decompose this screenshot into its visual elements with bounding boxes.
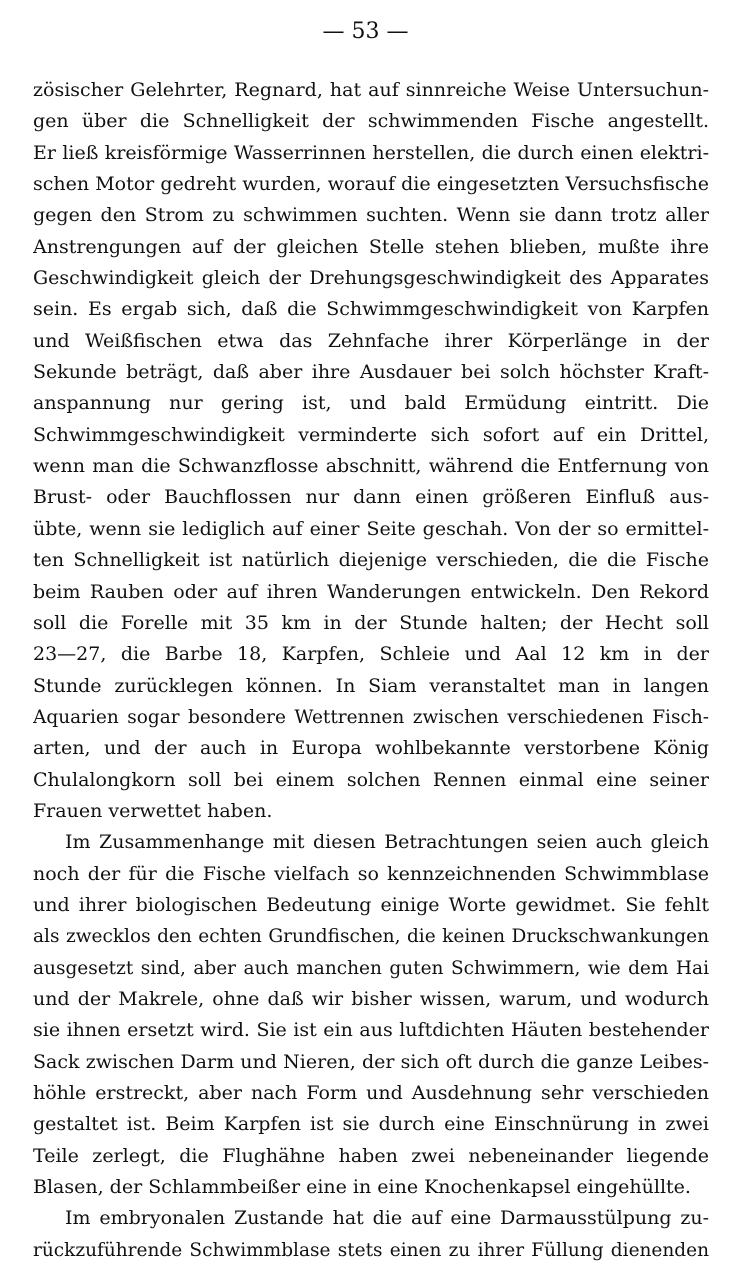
text-line: beim Rauben oder auf ihren Wanderungen entwickeln. Den Rekord (33, 580, 709, 603)
text-line: sie ihnen ersetzt wird. Sie ist ein aus luftdichten Häuten bestehender (33, 1019, 709, 1042)
text-line: arten, und der auch in Europa wohlbekannte verstorbene König (33, 737, 709, 760)
text-line: gegen den Strom zu schwimmen suchten. Wenn sie dann trotz aller (33, 204, 709, 227)
text-line: Im Zusammenhange mit diesen Betrachtungen seien auch gleich (65, 831, 709, 854)
text-line: Sack zwischen Darm und Nieren, der sich oft durch die ganze Leibes- (33, 1050, 709, 1073)
text-line: und ihrer biologischen Bedeutung einige Worte gewidmet. Sie fehlt (33, 893, 709, 916)
text-line: Stunde zurücklegen können. In Siam veranstaltet man in langen (33, 674, 709, 697)
text-line: Brust- oder Bauchflossen nur dann einen größeren Einfluß aus- (33, 486, 709, 509)
text-line: gestaltet ist. Beim Karpfen ist sie durch eine Einschnürung in zwei (33, 1113, 709, 1136)
text-line: ten Schnelligkeit ist natürlich diejenige verschieden, die die Fische (33, 549, 709, 572)
text-line: als zwecklos den echten Grundfischen, die keinen Druckschwankungen (33, 926, 709, 948)
text-line: Schwimmgeschwindigkeit verminderte sich sofort auf ein Drittel, (33, 423, 709, 446)
text-line: Aquarien sogar besondere Wettrennen zwischen verschiedenen Fisch- (33, 706, 709, 728)
text-line: schen Motor gedreht wurden, worauf die eingesetzten Versuchsfische (33, 173, 709, 196)
body-text (33, 75, 709, 1266)
text-line: Chulalongkorn soll bei einem solchen Rennen einmal eine seiner (33, 768, 709, 791)
text-line: Frauen verwettet haben. (33, 799, 273, 822)
text-line: Blasen, der Schlammbeißer eine in eine Knochenkapsel eingehüllte. (33, 1176, 691, 1199)
text-line: rückzuführende Schwimmblase stets einen zu ihrer Füllung dienenden (33, 1239, 709, 1261)
text-line: Sekunde beträgt, daß aber ihre Ausdauer bei solch höchster Kraft- (33, 361, 709, 384)
text-line: noch der für die Fische vielfach so kennzeichnenden Schwimmblase (33, 862, 709, 885)
text-line: ausgesetzt sind, aber auch manchen guten Schwimmern, wie dem Hai (33, 957, 709, 979)
text-line: sein. Es ergab sich, daß die Schwimmgeschwindigkeit von Karpfen (33, 298, 709, 321)
text-line: und Weißfischen etwa das Zehnfache ihrer Körperlänge in der (33, 329, 709, 352)
text-line: Anstrengungen auf der gleichen Stelle stehen blieben, mußte ihre (33, 235, 709, 258)
page-number: — 53 — (322, 19, 409, 44)
text-line: gen über die Schnelligkeit der schwimmenden Fische angestellt. (33, 110, 709, 133)
text-line: wenn man die Schwanzflosse abschnitt, während die Entfernung von (33, 455, 709, 478)
text-line: Im embryonalen Zustande hat die auf eine Darmausstülpung zu- (65, 1207, 709, 1230)
text-line: Teile zerlegt, die Flughähne haben zwei nebeneinander liegende (33, 1144, 709, 1167)
text-line: anspannung nur gering ist, und bald Ermüdung eintritt. Die (33, 392, 709, 415)
text-line: Er ließ kreisförmige Wasserrinnen herstellen, die durch einen elektri- (33, 141, 709, 164)
text-line: übte, wenn sie lediglich auf einer Seite geschah. Von der so ermittel- (33, 517, 709, 540)
text-line: und der Makrele, ohne daß wir bisher wissen, warum, und wodurch (33, 987, 709, 1010)
text-line: Geschwindigkeit gleich der Drehungsgeschwindigkeit des Apparates (33, 267, 709, 290)
text-line: soll die Forelle mit 35 km in der Stunde halten; der Hecht soll (33, 611, 709, 634)
text-line: zösischer Gelehrter, Regnard, hat auf sinnreiche Weise Untersuchun- (33, 79, 709, 101)
text-line: höhle erstreckt, aber nach Form und Ausdehnung sehr verschieden (33, 1082, 709, 1104)
text-line: 23—27, die Barbe 18, Karpfen, Schleie und Aal 12 km in der (33, 643, 709, 666)
